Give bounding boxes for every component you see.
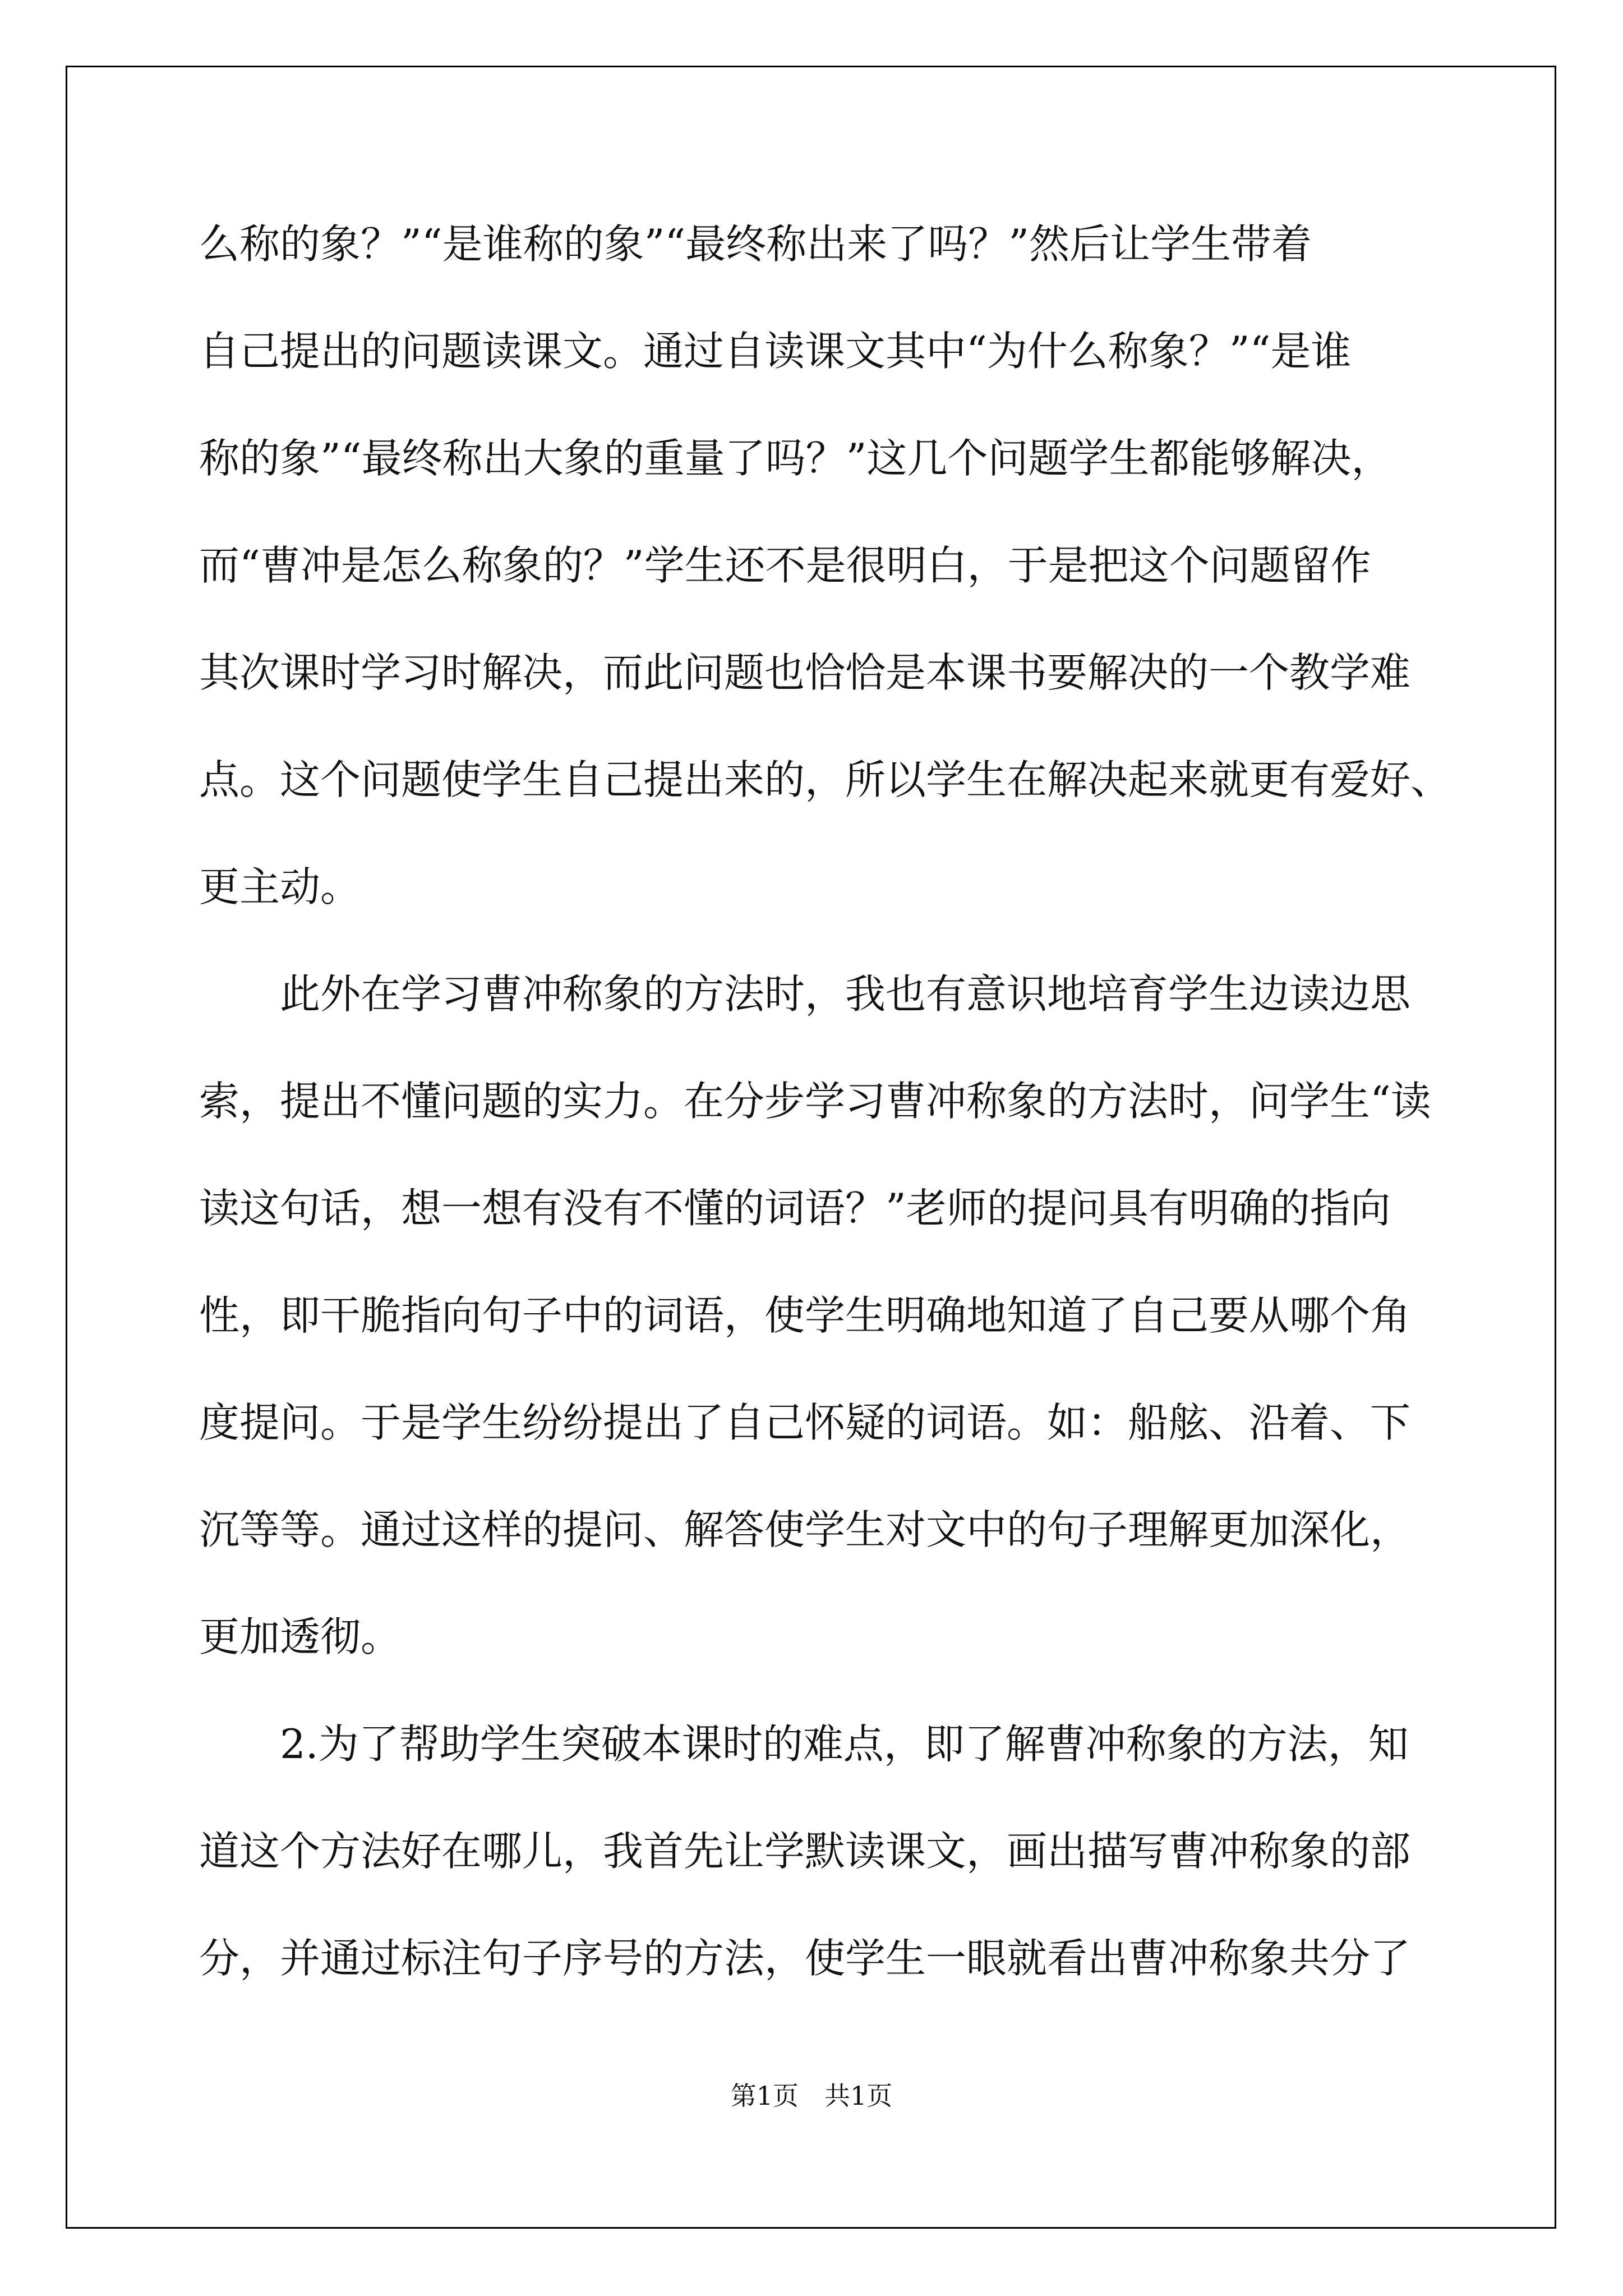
text-line: 更加透彻。	[199, 1613, 402, 1660]
text-line: 2.为了帮助学生突破本课时的难点，即了解曹冲称象的方法，知	[199, 1720, 1409, 1768]
text-line: 此外在学习曹冲称象的方法时，我也有意识地培育学生边读边思	[199, 970, 1411, 1018]
text-line: 点。这个问题使学生自己提出来的，所以学生在解决起来就更有爱好、	[199, 756, 1451, 803]
document-body	[199, 213, 1451, 2035]
text-line: 读这句话，想一想有没有不懂的词语？”老师的提问具有明确的指向	[199, 1185, 1391, 1232]
text-line: 道这个方法好在哪儿，我首先让学默读课文，画出描写曹冲称象的部	[199, 1828, 1411, 1875]
text-line: 而“曹冲是怎么称象的？”学生还不是很明白，于是把这个问题留作	[199, 542, 1371, 589]
text-line: 分，并通过标注句子序号的方法，使学生一眼就看出曹冲称象共分了	[199, 1935, 1411, 1982]
text-line: 么称的象？”“是谁称的象”“最终称出来了吗？”然后让学生带着	[199, 220, 1312, 268]
text-line: 称的象”“最终称出大象的重量了吗？”这几个问题学生都能够解决，	[199, 435, 1392, 482]
text-line: 其次课时学习时解决，而此问题也恰恰是本课书要解决的一个教学难	[199, 649, 1411, 696]
text-line: 更主动。	[199, 863, 361, 910]
text-line: 自己提出的问题读课文。通过自读课文其中“为什么称象？”“是谁	[199, 328, 1352, 375]
text-line: 性，即干脆指向句子中的词语，使学生明确地知道了自己要从哪个角	[199, 1292, 1411, 1339]
text-line: 沉等等。通过这样的提问、解答使学生对文中的句子理解更加深化，	[199, 1506, 1411, 1553]
page-footer: 第1页 共1页	[730, 2081, 893, 2111]
text-line: 度提问。于是学生纷纷提出了自己怀疑的词语。如：船舷、沿着、下	[199, 1399, 1411, 1446]
text-line: 索，提出不懂问题的实力。在分步学习曹冲称象的方法时，问学生“读	[199, 1078, 1431, 1125]
